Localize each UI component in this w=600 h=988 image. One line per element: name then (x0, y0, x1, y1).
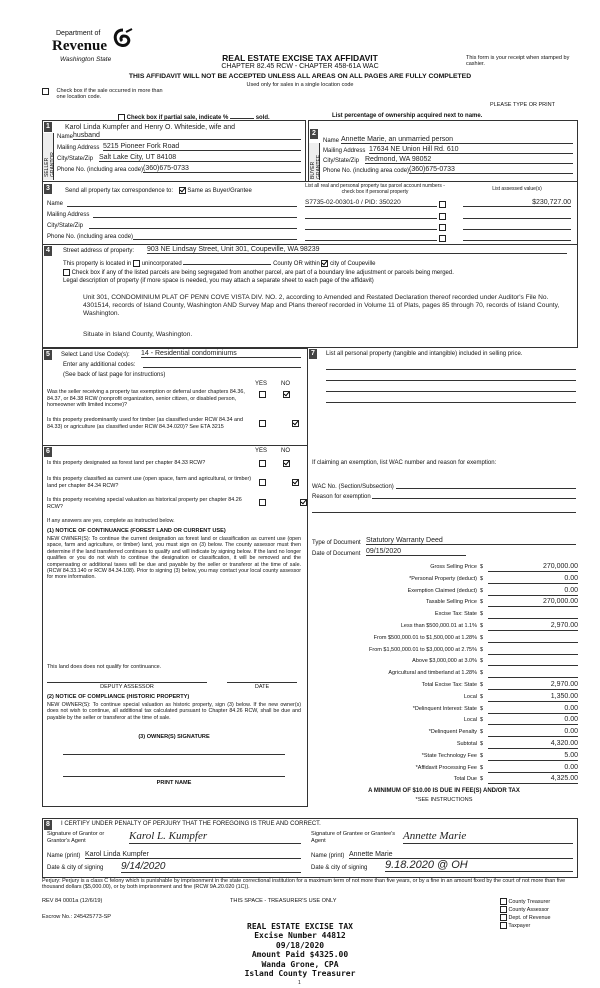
distribution-item: Taxpayer (500, 922, 550, 930)
sec5-yes-header: YES (255, 381, 268, 387)
calc-label: *Delinquent Interest: State (412, 705, 477, 712)
seller-name-1: Karol Linda Kumpfer and Henry O. Whiteside, wife and (65, 124, 236, 131)
dist-checkbox[interactable] (500, 906, 507, 913)
dollar-sign: $ (480, 693, 484, 700)
calc-row (312, 752, 597, 762)
corr-city-field[interactable] (89, 221, 297, 229)
located-row (63, 259, 375, 267)
multi-location-row (42, 88, 182, 100)
buyer-side-bar (309, 143, 320, 180)
treasurer-space-label: THIS SPACE - TREASURER'S USE ONLY (230, 898, 337, 904)
notice-compliance-title: (2) NOTICE OF COMPLIANCE (HISTORIC PROPERTY) (47, 694, 190, 700)
dollar-sign: $ (480, 587, 484, 594)
form-subtitle: CHAPTER 82.45 RCW - CHAPTER 458-61A WAC (221, 63, 379, 70)
print-name-line[interactable] (63, 774, 285, 777)
minimum-due-label: A MINIMUM OF $10.00 IS DUE IN FEE(S) AND/OR TAX (368, 788, 520, 794)
parcel-3-personal-checkbox[interactable] (439, 224, 446, 231)
grantor-signature[interactable]: Karol L. Kumpfer (129, 830, 301, 844)
calc-label: Gross Selling Price (430, 564, 477, 570)
doc-type-label: Type of Document (312, 540, 361, 546)
section-1-seller (42, 120, 306, 182)
calc-row (312, 575, 597, 585)
calc-label: Less than $500,000.01 at 1.1% (400, 623, 477, 629)
calc-row (312, 669, 597, 679)
seller-side-bar (43, 133, 54, 180)
unincorporated-checkbox[interactable] (133, 260, 140, 267)
assessed-value-3[interactable] (463, 222, 571, 230)
buyer-phone[interactable]: (360)675-0733 (409, 166, 573, 174)
grantee-name-label: Name (print) (311, 853, 345, 859)
buyer-name-label: Name (323, 138, 340, 144)
dollar-sign: $ (480, 623, 484, 629)
section-5-land-use (42, 348, 308, 446)
sec5-q2-no-checkbox[interactable] (292, 420, 299, 427)
certify-label: I CERTIFY UNDER PENALTY OF PERJURY THAT THE FOREGOING IS TRUE AND CORRECT. (61, 821, 321, 827)
deputy-signature-line[interactable] (47, 680, 207, 683)
grantee-signature[interactable]: Annette Marie (403, 830, 573, 844)
dollar-sign: $ (480, 575, 484, 582)
form-warning: THIS AFFIDAVIT WILL NOT BE ACCEPTED UNLESS ALL AREAS ON ALL PAGES ARE FULLY COMPLETED (128, 73, 472, 80)
personal-property-line-1[interactable] (326, 364, 576, 370)
grantee-date[interactable]: 9.18.2020 @ OH (385, 859, 573, 872)
owner-signature-line[interactable] (63, 752, 285, 755)
corr-name-field[interactable] (67, 199, 297, 207)
sold-label: sold. (255, 115, 270, 121)
parcel-number-4[interactable] (305, 233, 437, 241)
doc-date[interactable]: 09/15/2020 (366, 548, 466, 556)
personal-property-line-3[interactable] (326, 386, 576, 392)
seller-name-label: Name (57, 134, 74, 140)
doc-type[interactable]: Statutory Warranty Deed (366, 537, 576, 545)
situate-text: Situate in Island County, Washington. (83, 331, 193, 338)
sec5-q2-yes-checkbox[interactable] (259, 420, 266, 427)
page-number: 1 (298, 980, 301, 986)
personal-property-line-4[interactable] (326, 397, 576, 403)
calc-label: Total Excise Tax: State (421, 682, 477, 688)
calc-value[interactable]: 0.00 (488, 705, 578, 714)
calc-row (312, 587, 597, 597)
calc-value[interactable]: 2,970.00 (488, 681, 578, 690)
dollar-sign: $ (480, 599, 484, 606)
corr-city-label: City/State/Zip (47, 223, 84, 229)
form-title: REAL ESTATE EXCISE TAX AFFIDAVIT (222, 53, 378, 63)
section-3-correspondence (42, 181, 578, 245)
distribution-list (500, 898, 550, 930)
see-instructions-label: *SEE INSTRUCTIONS (415, 797, 473, 803)
parcel-header: List all real and personal property tax parcel account numbers - check box if personal property (305, 183, 445, 195)
section-8-number: 8 (44, 820, 52, 830)
section-6-number: 6 (44, 447, 52, 457)
section-8-certification (42, 818, 578, 878)
partial-pct-field[interactable] (230, 112, 254, 119)
calc-row (312, 657, 597, 667)
assessed-value-2[interactable] (463, 211, 571, 219)
sec6-question-2: Is this property classified as current use (open space, farm and agricultural, or timber) land per chapter 84.34 RCW? (47, 476, 252, 489)
notice-continuance-title: (1) NOTICE OF CONTINUANCE (FOREST LAND OR CURRENT USE) (47, 528, 226, 534)
street-label: Street address of property: (63, 248, 135, 254)
pct-ownership-label: List percentage of ownership acquired next to name. (332, 113, 483, 119)
seller-name-2[interactable]: husband (73, 132, 301, 140)
escrow-label: Escrow No.: (42, 914, 73, 920)
multi-location-checkbox[interactable] (42, 88, 49, 95)
dollar-sign: $ (480, 729, 484, 736)
calc-label: *State Technology Fee (421, 752, 477, 759)
sec6-question-3: Is this property receiving special valuation as historical property per chapter 84.26 RCW? (47, 497, 242, 510)
dollar-sign: $ (480, 741, 484, 747)
calc-value[interactable]: 1,350.00 (488, 693, 578, 702)
print-name-label: PRINT NAME (156, 780, 192, 786)
parcel-2-personal-checkbox[interactable] (439, 213, 446, 220)
calc-label: Total Due (453, 776, 477, 783)
calc-value[interactable] (488, 657, 578, 666)
dor-logo (52, 26, 132, 70)
calc-label: Agricultural and timberland at 1.28% (388, 670, 477, 677)
sec5-question-1: Was the seller receiving a property tax exemption or deferral under chapters 84.36, 84.37, or 84.38 RCW (nonprofit organization, senior citizen, or disabled person, homeowner with limited income)? (47, 389, 245, 408)
distribution-item: County Assessor (500, 906, 550, 914)
calc-label: *Personal Property (deduct) (409, 575, 477, 582)
street-address[interactable]: 903 NE Lindsay Street, Unit 301, Coupeville, WA 98239 (147, 246, 567, 254)
revenue-label: Revenue (52, 38, 107, 54)
calc-value[interactable]: 0.00 (488, 716, 578, 725)
calc-label: From $1,500,000.01 to $3,000,000 at 2.75% (369, 646, 477, 653)
sec6-q2-yes-checkbox[interactable] (259, 479, 266, 486)
sec5-question-2: Is this property predominantly used for timber (as classified under RCW 84.34 and 84.33) or agriculture (as classified under RCW 84.34.020)? See ETA 3215 (47, 417, 243, 430)
doc-date-label: Date of Document (312, 551, 361, 557)
grantor-name[interactable]: Karol Linda Kumpfer (85, 851, 301, 859)
dollar-sign: $ (480, 682, 484, 688)
grantor-date[interactable]: 9/14/2020 (121, 861, 301, 873)
calc-value[interactable]: 270,000.00 (488, 563, 578, 572)
calc-value[interactable]: 0.00 (488, 587, 578, 596)
calc-label: Local (463, 693, 477, 700)
buyer-city-label: City/State/Zip (323, 158, 360, 164)
calc-label: Taxable Selling Price (425, 599, 477, 606)
seller-mailing-label: Mailing Address (57, 145, 100, 151)
parcel-1-personal-checkbox[interactable] (439, 201, 446, 208)
distribution-item: Dept. of Revenue (500, 914, 550, 922)
calc-row (312, 716, 597, 726)
calc-value[interactable]: 5.00 (488, 752, 578, 761)
calc-value[interactable] (488, 646, 578, 655)
multi-location-label: Check box if the sale occurred in more than one location code. (56, 88, 163, 100)
personal-property-label: List all personal property (tangible and intangible) included in selling price. (326, 351, 523, 357)
corr-mailing-label: Mailing Address (47, 212, 90, 218)
stamp-line: Wanda Grone, CPA (261, 959, 339, 969)
dollar-sign: $ (480, 705, 484, 712)
grantor-name-label: Name (print) (47, 853, 81, 859)
calc-row (312, 681, 597, 691)
legal-description: Unit 301, CONDOMINIUM PLAT OF PENN COVE VISTA DIV. NO. 2, according to Amended and Restated Declaration thereof recorded under Auditor's File No. 4301514, records of Island County, Washington AND Survey Map and Plans thereof recorded in Volume 11 of Plats, pages 85 through 70, records of Island County, Washington. (83, 294, 560, 317)
city-of-checkbox[interactable] (321, 260, 328, 267)
calc-label: Above $3,000,000 at 3.0% (412, 658, 477, 665)
calc-row (312, 775, 597, 785)
seller-mailing[interactable]: 5215 Pioneer Fork Road (103, 143, 301, 151)
sec6-no-header: NO (281, 448, 290, 454)
stamp-line: REAL ESTATE EXCISE TAX (247, 922, 353, 931)
calc-label: Subtotal (456, 741, 477, 747)
reason-field-1[interactable] (372, 492, 576, 499)
segregated-checkbox[interactable] (63, 269, 70, 276)
segregated-row (63, 269, 573, 276)
corr-phone-label: Phone No. (including area code) (47, 234, 134, 240)
section-2-number: 2 (310, 129, 318, 139)
assessed-header: List assessed value(s) (492, 186, 542, 192)
reason-field-2[interactable] (312, 506, 576, 513)
buyer-phone-label: Phone No. (including area code) (323, 168, 410, 174)
calc-value[interactable]: 270,000.00 (488, 598, 578, 607)
county-field[interactable] (183, 259, 271, 265)
same-as-buyer-label: Same as Buyer/Grantee (187, 188, 252, 195)
dist-checkbox[interactable] (500, 922, 507, 929)
additional-codes-field[interactable] (143, 361, 301, 368)
assessed-value-1[interactable]: $230,727.00 (463, 199, 571, 207)
calc-value[interactable]: 0.00 (488, 764, 578, 773)
calc-value[interactable] (488, 669, 578, 678)
sec5-q1-no-checkbox[interactable] (283, 391, 290, 398)
calc-value[interactable] (488, 610, 578, 619)
deputy-date-label: DATE (254, 684, 270, 690)
sec6-q1-no-checkbox[interactable] (283, 460, 290, 467)
see-back-label: (See back of last page for instructions) (63, 372, 166, 378)
seller-city-label: City/State/Zip (57, 156, 94, 162)
grantor-sig-label: Signature of Grantor or Grantor's Agent (47, 831, 105, 844)
treasurer-stamp (200, 922, 400, 978)
section-7-number: 7 (309, 349, 317, 359)
land-use-code[interactable]: 14 - Residential condominiums (141, 350, 301, 358)
calc-label: From $500,000.01 to $1,500,000 at 1.28% (373, 634, 477, 641)
legal-label: Legal description of property (if more space is needed, you may attach a separate sheet to each page of the affidavit) (63, 278, 374, 284)
sec6-q3-no-checkbox[interactable] (300, 499, 307, 506)
deputy-date-line[interactable] (227, 680, 297, 683)
calc-row (312, 693, 597, 703)
calc-label: Exemption Claimed (deduct) (407, 587, 477, 594)
buyer-name[interactable]: Annette Marie, an unmarried person (341, 136, 573, 144)
unincorporated-label: unincorporated (141, 261, 182, 267)
buyer-mailing-label: Mailing Address (323, 148, 366, 154)
dist-checkbox[interactable] (500, 898, 507, 905)
calc-row (312, 563, 597, 573)
dollar-sign: $ (480, 752, 484, 759)
washington-state-label: Washington State (60, 56, 112, 63)
escrow-row (42, 914, 111, 920)
parcel-4-personal-checkbox[interactable] (439, 235, 446, 242)
grantee-name[interactable]: Annette Marie (349, 851, 573, 859)
partial-sale-label: Check box if partial sale, indicate % (126, 115, 229, 121)
escrow-number: 245425773-SP (73, 914, 112, 920)
wac-label: WAC No. (Section/Subsection) (312, 484, 394, 490)
buyer-side-label: BUYER GRANTEE (310, 154, 322, 179)
section-5-number: 5 (44, 350, 52, 360)
city-of-label: city of Coupeville (330, 261, 376, 267)
dollar-sign: $ (480, 658, 484, 665)
calc-value[interactable]: 0.00 (488, 728, 578, 737)
section-6-designation (42, 445, 308, 807)
calc-row (312, 728, 597, 738)
used-only-note: Used only for sales in a single location code (246, 82, 354, 88)
buyer-city[interactable]: Redmond, WA 98052 (365, 156, 573, 164)
qualify-label: This land does does not qualify for continuance. (47, 664, 162, 670)
county-or-label: County OR within (273, 261, 320, 267)
seller-phone-label: Phone No. (including area code) (57, 167, 144, 173)
same-as-buyer-checkbox[interactable] (179, 187, 186, 194)
calc-label: Local (463, 717, 477, 724)
sec6-q3-yes-checkbox[interactable] (259, 499, 266, 506)
owner-signature-label: (3) OWNER(S) SIGNATURE (138, 734, 210, 740)
sec5-no-header: NO (281, 381, 290, 387)
land-use-label: Select Land Use Code(s): (61, 352, 130, 358)
dollar-sign: $ (480, 776, 484, 783)
calc-row (312, 646, 597, 656)
section-4-number: 4 (44, 246, 52, 256)
notice-continuance-text: NEW OWNER(S): To continue the current designation as forest land or classification as current use (open space, farm and agriculture, or timber) land, you must sign on (3) below. The county assessor must then determine if the land transferred continues to qualify and will indicate by signing below. If the land no longer qualifies or you do not wish to continue the designation or classification, it will be removed and the compensating or additional taxes will be due and payable by the seller or transferor at the time of sale. (RCW 84.33.140 or RCW 84.34.108). Prior to signing (3) below, you may contact your local county assessor for more information. (47, 536, 301, 581)
please-type-label: PLEASE TYPE OR PRINT (490, 102, 556, 108)
dollar-sign: $ (480, 646, 484, 653)
reason-label: Reason for exemption (312, 494, 371, 500)
calc-row (312, 598, 597, 608)
grantee-date-label: Date & city of signing (311, 865, 368, 871)
send-to-label: Send all property tax correspondence to: (65, 188, 174, 195)
dollar-sign: $ (480, 611, 484, 618)
section-7-personal-property (308, 348, 576, 444)
section-1-number: 1 (44, 122, 52, 132)
calc-value[interactable] (488, 634, 578, 643)
wac-field[interactable] (396, 482, 576, 489)
calc-label: Excise Tax: State (434, 611, 477, 618)
grantor-date-label: Date & city of signing (47, 865, 104, 871)
segregated-label: Check box if any of the listed parcels are being segregated from another parcel, are part of a boundary line adjustment or parcels being merged. (71, 270, 454, 277)
exemption-label: If claiming an exemption, list WAC number and reason for exemption: (312, 460, 497, 466)
deputy-assessor-label: DEPUTY ASSESSOR (100, 684, 154, 690)
calc-row (312, 740, 597, 750)
stamp-line: Excise Number 44812 (254, 931, 346, 941)
calc-row (312, 705, 597, 715)
parcel-number-1[interactable]: S7735-02-00301-0 / PID: 350220 (305, 199, 437, 207)
sec6-q1-yes-checkbox[interactable] (259, 460, 266, 467)
parcel-number-3[interactable] (305, 222, 437, 230)
grantee-sig-label: Signature of Grantee or Grantee's Agent (311, 831, 396, 844)
personal-property-line-2[interactable] (326, 375, 576, 381)
calc-value[interactable]: 4,320.00 (488, 740, 578, 749)
stamp-line: Amount Paid $4325.00 (251, 950, 349, 960)
parcel-number-2[interactable] (305, 211, 437, 219)
perjury-notice: Perjury: Perjury is a class C felony which is punishable by imprisonment in the state correctional institution for a maximum term of not more than five years, or by a fine in an amount fixed by the court of not more than five thousand dollars ($5,000.00), or by both imprisonment and fine (RCW 9A.20.020 (1C)). (42, 878, 566, 891)
calc-row (312, 622, 597, 632)
dollar-sign: $ (480, 634, 484, 641)
calc-row (312, 634, 597, 644)
distribution-item: County Treasurer (500, 898, 550, 906)
calc-row (312, 764, 597, 774)
buyer-mailing[interactable]: 17634 NE Union Hill Rd. 610 (369, 146, 573, 154)
dollar-sign: $ (480, 764, 484, 771)
corr-name-label: Name (47, 201, 64, 207)
corr-phone-field[interactable] (133, 232, 297, 240)
seller-side-label: SELLER GRANTOR (44, 152, 56, 177)
send-to-row (65, 187, 252, 194)
seller-phone[interactable]: (360)675-0733 (143, 165, 301, 173)
sec6-question-1: Is this property designated as forest land per chapter 84.33 RCW? (47, 460, 206, 466)
dist-checkbox[interactable] (500, 914, 507, 921)
rev-number: REV 84 0001a (12/6/19) (42, 898, 103, 904)
dollar-sign: $ (480, 670, 484, 677)
stamp-line: Island County Treasurer (244, 969, 356, 979)
sec5-q1-yes-checkbox[interactable] (259, 391, 266, 398)
sec6-yes-header: YES (255, 448, 268, 454)
if-yes-label: If any answers are yes, complete as instructed below. (47, 518, 175, 524)
calc-label: *Delinquent Penalty (428, 729, 477, 736)
section-4-property (42, 244, 578, 348)
dept-of-label: Department of (56, 30, 101, 37)
dollar-sign: $ (480, 717, 484, 724)
sec6-q2-no-checkbox[interactable] (292, 479, 299, 486)
stamp-line: 09/18/2020 (275, 940, 325, 950)
assessed-value-4[interactable] (463, 233, 571, 241)
corr-mailing-field[interactable] (93, 210, 297, 218)
located-label: This property is located in (63, 261, 132, 267)
additional-codes-label: Enter any additional codes: (63, 362, 136, 368)
calc-value[interactable]: 4,325.00 (488, 775, 578, 784)
notice-compliance-text: NEW OWNER(S): To continue special valuation as historic property, sign (3) below. If the new owner(s) does not wish to continue, all additional tax calculated pursuant to Chapter 84.26 RCW, shall be due and payable by the seller or transferor at the time of sale. (47, 702, 301, 721)
calc-value[interactable]: 0.00 (488, 575, 578, 584)
calc-row (312, 610, 597, 620)
receipt-note: This form is your receipt when stamped by cashier. (466, 55, 570, 67)
calc-value[interactable]: 2,970.00 (488, 622, 578, 631)
section-3-number: 3 (44, 184, 52, 194)
section-2-buyer (308, 120, 578, 182)
dor-swirl-icon (112, 28, 134, 52)
dollar-sign: $ (480, 564, 484, 570)
calc-label: *Affidavit Processing Fee (415, 764, 477, 771)
seller-city[interactable]: Salt Lake City, UT 84108 (99, 154, 301, 162)
